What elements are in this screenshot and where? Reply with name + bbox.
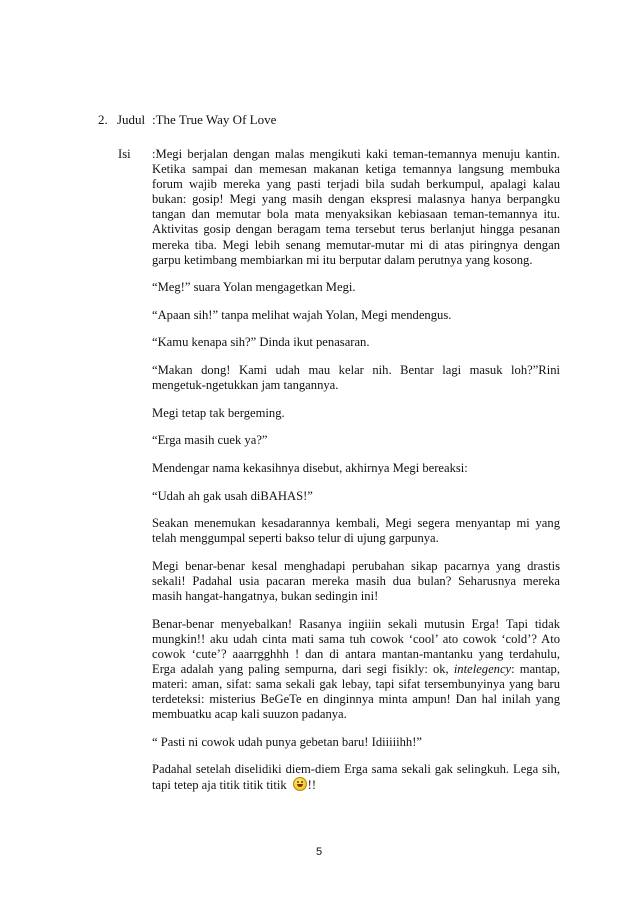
paragraph: “ Pasti ni cowok udah punya gebetan baru! Idiiiiihh!” xyxy=(152,734,422,749)
paragraph: “Makan dong! Kami udah mau kelar nih. Bentar lagi masuk loh?”Rini mengetuk-ngetukkan jam tangannya. xyxy=(152,363,560,393)
story-body xyxy=(152,147,560,806)
italic-term: intelegency xyxy=(453,661,512,676)
paragraph: “Kamu kenapa sih?” Dinda ikut penasaran. xyxy=(152,335,370,350)
text-span: Benar-benar menyebalkan! Rasanya ingiiin sekali mutusin Erga! Tapi tidak mungkin!! aku udah cinta mati sama tuh cowok ‘cool’ ato cowok ‘cold’? Ato cowok ‘cute’? aaarrgghhh ! dan di antara mantan-mantanku yang terdahulu, Erga adalah yang paling sempurna, dari segi fisikly: ok, xyxy=(152,616,560,676)
text-span: Padahal setelah diselidiki diem-diem Erga sama sekali gak selingkuh. Lega sih, tapi tetep aja titik titik titik xyxy=(152,762,560,793)
section-number: 2. xyxy=(98,112,108,127)
paragraph: “Meg!” suara Yolan mengagetkan Megi. xyxy=(152,280,356,295)
paragraph: Megi tetap tak bergeming. xyxy=(152,405,285,420)
page-number: 5 xyxy=(315,846,323,858)
paragraph: :Megi berjalan dengan malas mengikuti kaki teman-temannya menuju kantin. Ketika sampai dan memesan makanan ketiga temannya langsung membuka forum wajib mereka yang pasti terjadi bila sudah berkumpul, apalagi kalau bukan: gosip! Megi yang masih dengan ekspresi malasnya hanya berpangku tangan dan memutar bola mata menyaksikan kebiasaan teman-temannya itu. Aktivitas gosip dengan beragam tema tersebut terus berlanjut hingga pesanan mereka tiba. Megi lebih senang memutar-mutar mi di atas piringnya dengan garpu ketimbang membiarkan mi itu berputar dalam perutnya yang kosong. xyxy=(152,147,560,267)
text-span: : mantap, materi: aman, sifat: sama sekali gak lebay, tapi sifat tersembunyinya yang baru terdeteksi: misterius BeGeTe en dinginnya minta ampun! Dan hal inilah yang membuatku acap kali suuzon padanya. xyxy=(152,661,560,722)
isi-label: Isi xyxy=(118,147,131,161)
section-heading xyxy=(98,112,276,128)
paragraph-erga xyxy=(152,617,560,723)
story-title: :The True Way Of Love xyxy=(152,112,277,127)
paragraph: Megi benar-benar kesal menghadapi perubahan sikap pacarnya yang drastis sekali! Padahal usia pacaran mereka masih dua bulan? Seharusnya mereka masih hangat-hangatnya, bukan sedingin ini! xyxy=(152,558,560,603)
section-label: Judul xyxy=(117,112,146,127)
paragraph: “Udah ah gak usah diBAHAS!” xyxy=(152,488,313,503)
paragraph: “Erga masih cuek ya?” xyxy=(152,433,268,448)
paragraph: Seakan menemukan kesadarannya kembali, Megi segera menyantap mi yang telah menggumpal seperti bakso telur di ujung garpunya. xyxy=(152,516,560,546)
text-span: !! xyxy=(307,778,317,793)
paragraph: “Apaan sih!” tanpa melihat wajah Yolan, Megi mendengus. xyxy=(152,307,452,322)
paragraph: Mendengar nama kekasihnya disebut, akhirnya Megi bereaksi: xyxy=(152,460,468,475)
grinning-smiley-icon xyxy=(293,777,307,791)
paragraph-last xyxy=(152,762,560,793)
